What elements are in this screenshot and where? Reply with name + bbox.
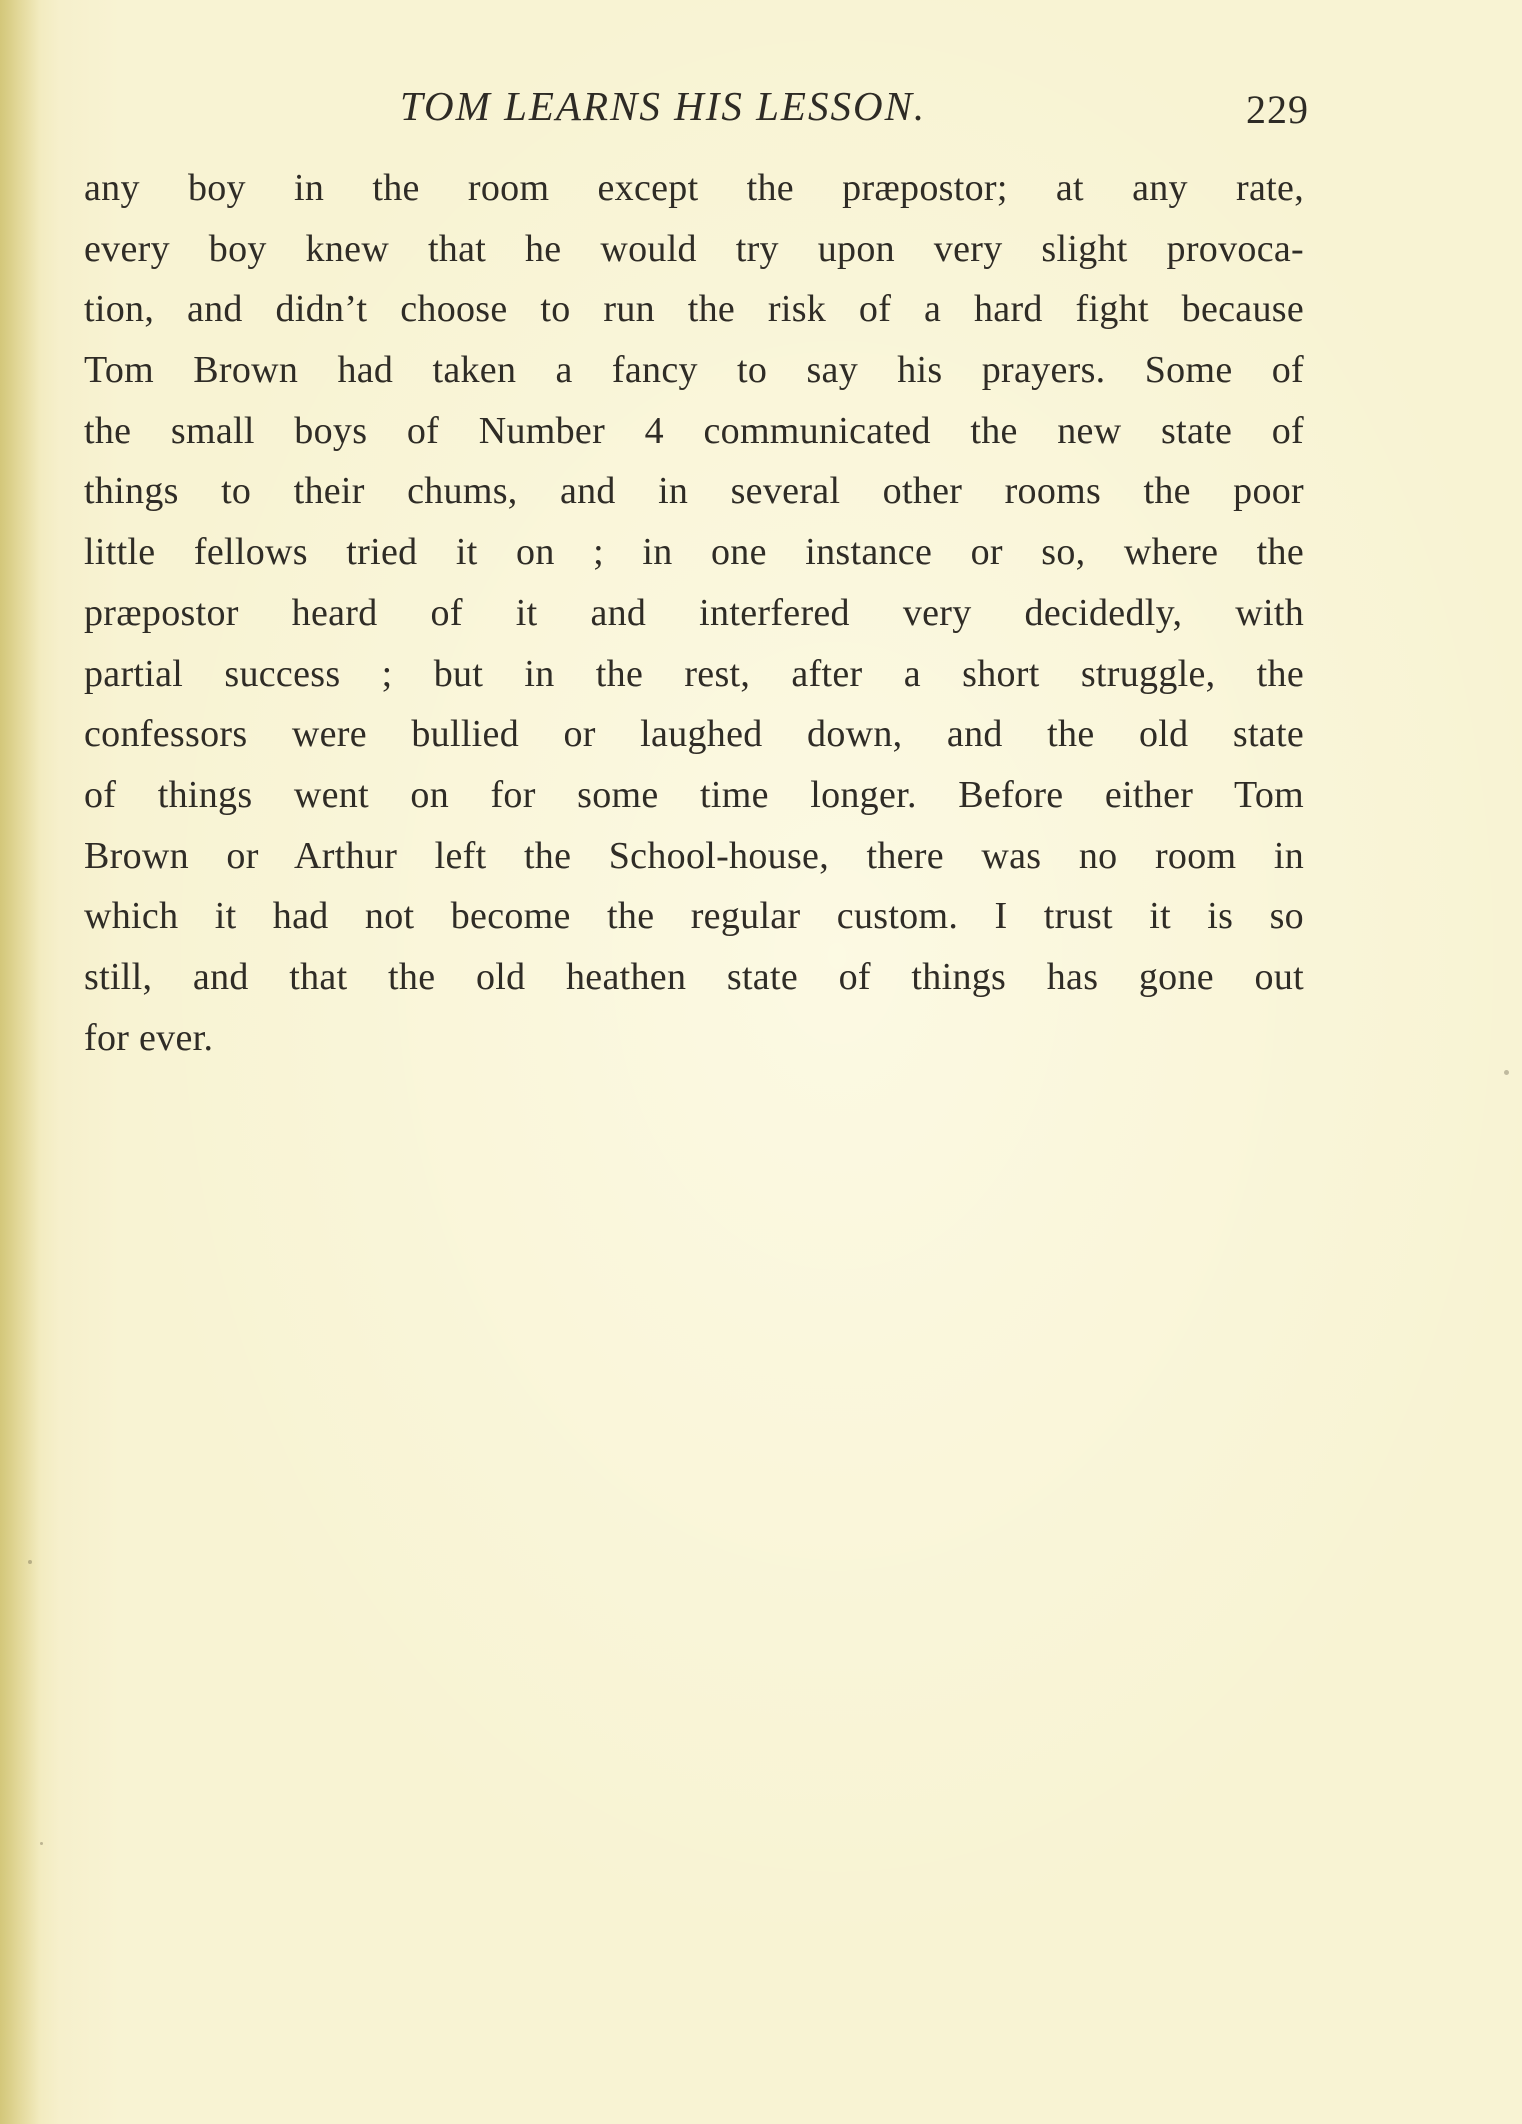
body-text [84,158,1304,1068]
paper-speck [28,1560,32,1564]
text-line: præpostor heard of it and interfered very decidedly, with [84,591,1304,634]
text-line: Tom Brown had taken a fancy to say his prayers. Some of [84,349,1304,392]
text-line: tion, and didn’t choose to run the risk of a hard fight because [84,288,1304,331]
text-line: Brown or Arthur left the School-house, there was no room in [84,834,1304,877]
page-gutter-shadow [0,0,40,2124]
text-line: the small boys of Number 4 communicated the new state of [84,409,1304,452]
running-header [0,82,1522,142]
text-line: things to their chums, and in several other rooms the poor [84,470,1304,513]
text-line: little fellows tried it on ; in one instance or so, where the [84,531,1304,574]
text-line: confessors were bullied or laughed down, and the old state [84,713,1304,756]
paper-speck [1504,1070,1509,1075]
text-line: still, and that the old heathen state of things has gone out [84,955,1304,998]
text-line: partial success ; but in the rest, after a short struggle, the [84,652,1304,695]
paper-speck [40,1842,43,1845]
page-number: 229 [1246,87,1309,132]
text-line: which it had not become the regular custom. I trust it is so [84,895,1304,938]
text-line: for ever. [84,1016,214,1059]
text-line: every boy knew that he would try upon very slight provoca- [84,227,1304,270]
text-line: any boy in the room except the præpostor; at any rate, [84,167,1304,209]
running-title: TOM LEARNS HIS LESSON. [400,83,927,129]
text-line: of things went on for some time longer. Before either Tom [84,773,1304,816]
